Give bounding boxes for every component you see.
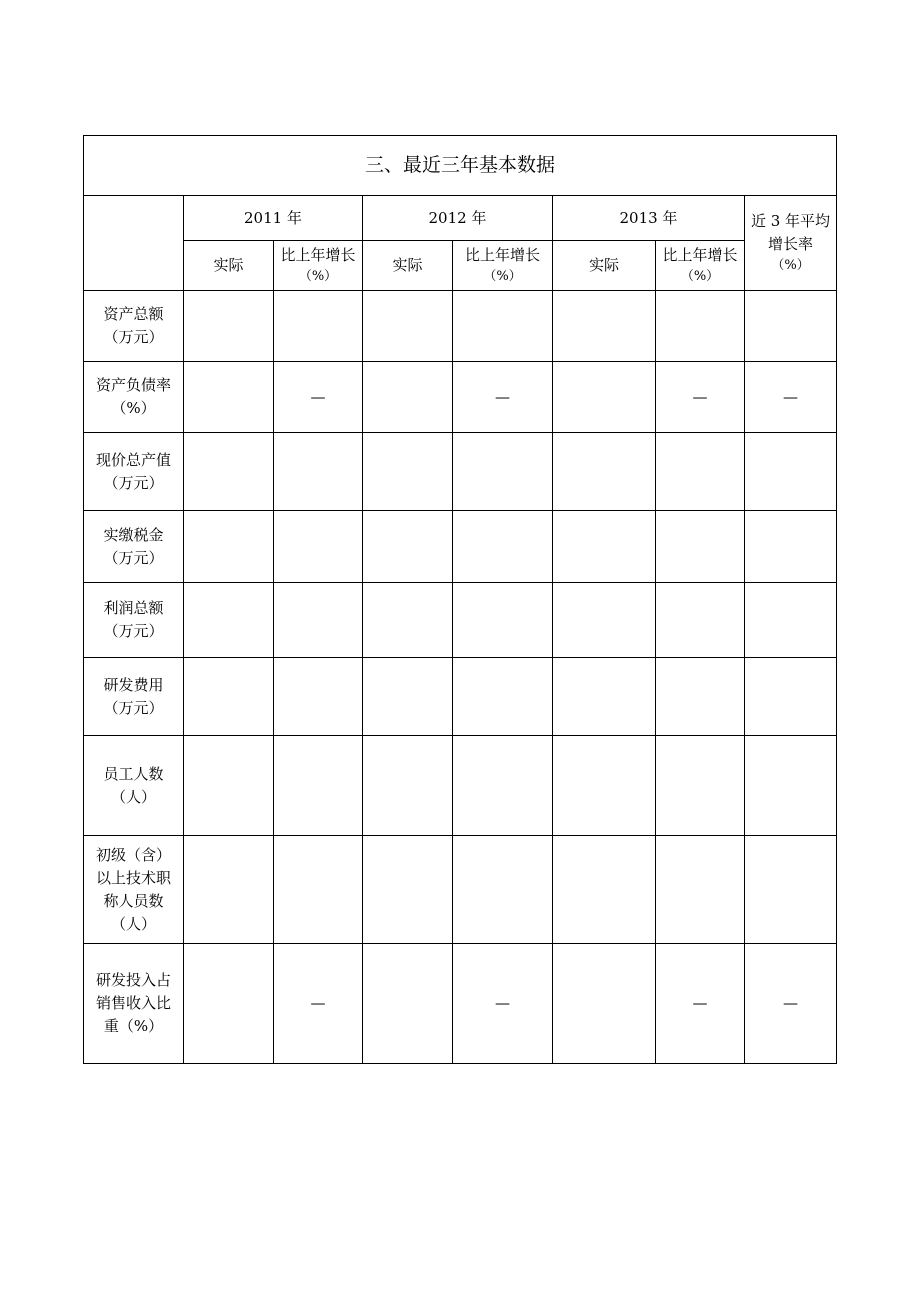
data-cell[interactable]: —: [656, 362, 745, 433]
avg-growth-header: 近 3 年平均 增长率 （%）: [745, 196, 837, 291]
data-cell[interactable]: —: [274, 362, 363, 433]
data-cell[interactable]: —: [745, 362, 837, 433]
yoy-header-2013: 比上年增长 （%）: [656, 241, 745, 291]
table-row: [84, 583, 837, 658]
data-cell[interactable]: [745, 433, 837, 511]
data-cell[interactable]: [745, 511, 837, 583]
data-cell[interactable]: [553, 658, 656, 736]
data-cell[interactable]: [363, 658, 453, 736]
data-cell[interactable]: [656, 736, 745, 836]
row-label: 现价总产值 （万元）: [84, 433, 184, 511]
data-cell[interactable]: —: [453, 362, 553, 433]
table-row: [84, 511, 837, 583]
data-cell[interactable]: [453, 291, 553, 362]
row-label: 研发费用 （万元）: [84, 658, 184, 736]
yoy-header-2012: 比上年增长 （%）: [453, 241, 553, 291]
data-cell[interactable]: [656, 511, 745, 583]
data-cell[interactable]: [363, 433, 453, 511]
data-cell[interactable]: [745, 658, 837, 736]
year-2011-header: 2011 年: [184, 196, 363, 241]
row-label: 资产负债率 （%）: [84, 362, 184, 433]
data-cell[interactable]: —: [453, 944, 553, 1064]
actual-header-2013: 实际: [553, 241, 656, 291]
data-cell[interactable]: [184, 944, 274, 1064]
row-label: 实缴税金 （万元）: [84, 511, 184, 583]
data-cell[interactable]: [184, 362, 274, 433]
data-cell[interactable]: [363, 362, 453, 433]
data-cell[interactable]: [745, 736, 837, 836]
row-label: 利润总额 （万元）: [84, 583, 184, 658]
data-cell[interactable]: [184, 736, 274, 836]
data-cell[interactable]: [553, 583, 656, 658]
data-cell[interactable]: [656, 836, 745, 944]
year-2013-header: 2013 年: [553, 196, 745, 241]
actual-header-2011: 实际: [184, 241, 274, 291]
data-cell[interactable]: [453, 836, 553, 944]
data-cell[interactable]: [656, 583, 745, 658]
data-cell[interactable]: [363, 944, 453, 1064]
data-cell[interactable]: [745, 836, 837, 944]
data-cell[interactable]: [363, 511, 453, 583]
data-cell[interactable]: [453, 736, 553, 836]
data-cell[interactable]: [453, 511, 553, 583]
data-cell[interactable]: [274, 836, 363, 944]
data-cell[interactable]: [553, 836, 656, 944]
data-cell[interactable]: [553, 291, 656, 362]
table-row: [84, 836, 837, 944]
data-cell[interactable]: [656, 291, 745, 362]
table-row: [84, 736, 837, 836]
table-row: [84, 944, 837, 1064]
table-row: [84, 362, 837, 433]
data-cell[interactable]: [184, 511, 274, 583]
data-cell[interactable]: —: [274, 944, 363, 1064]
year-2012-header: 2012 年: [363, 196, 553, 241]
data-cell[interactable]: [553, 433, 656, 511]
data-cell[interactable]: [363, 291, 453, 362]
data-cell[interactable]: [363, 583, 453, 658]
data-cell[interactable]: [363, 836, 453, 944]
data-cell[interactable]: [274, 658, 363, 736]
data-cell[interactable]: —: [745, 944, 837, 1064]
row-label: 资产总额 （万元）: [84, 291, 184, 362]
row-label: 研发投入占 销售收入比 重（%）: [84, 944, 184, 1064]
corner-cell: [84, 196, 184, 291]
data-cell[interactable]: [745, 583, 837, 658]
data-cell[interactable]: [184, 836, 274, 944]
row-label: 员工人数 （人）: [84, 736, 184, 836]
data-cell[interactable]: [274, 736, 363, 836]
data-cell[interactable]: [274, 511, 363, 583]
data-cell[interactable]: [363, 736, 453, 836]
row-label: 初级（含） 以上技术职 称人员数 （人）: [84, 836, 184, 944]
data-cell[interactable]: [184, 291, 274, 362]
yoy-header-2011: 比上年增长 （%）: [274, 241, 363, 291]
data-cell[interactable]: [553, 362, 656, 433]
data-cell[interactable]: [656, 658, 745, 736]
data-cell[interactable]: [184, 433, 274, 511]
table-row: [84, 433, 837, 511]
data-cell[interactable]: [453, 658, 553, 736]
data-cell[interactable]: [553, 944, 656, 1064]
data-cell[interactable]: —: [656, 944, 745, 1064]
data-cell[interactable]: [453, 583, 553, 658]
data-cell[interactable]: [184, 658, 274, 736]
data-cell[interactable]: [745, 291, 837, 362]
data-cell[interactable]: [553, 511, 656, 583]
data-cell[interactable]: [274, 433, 363, 511]
data-cell[interactable]: [453, 433, 553, 511]
basic-data-table: [83, 135, 837, 1064]
table-row: [84, 658, 837, 736]
table-title: 三、最近三年基本数据: [84, 136, 837, 196]
actual-header-2012: 实际: [363, 241, 453, 291]
data-cell[interactable]: [656, 433, 745, 511]
data-cell[interactable]: [274, 583, 363, 658]
data-cell[interactable]: [274, 291, 363, 362]
data-cell[interactable]: [553, 736, 656, 836]
data-cell[interactable]: [184, 583, 274, 658]
table-row: [84, 291, 837, 362]
